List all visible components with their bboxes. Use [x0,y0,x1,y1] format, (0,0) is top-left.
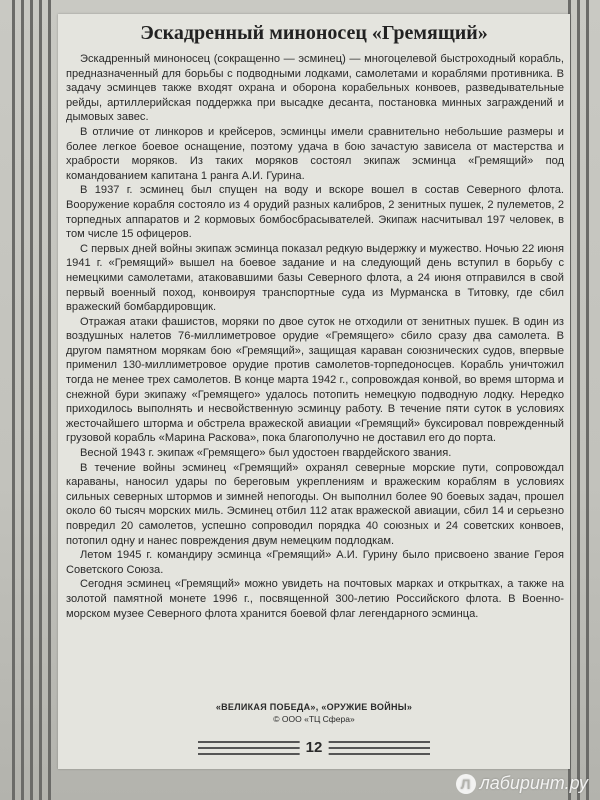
paragraph: В течение войны эсминец «Гремящий» охранял северные морские пути, сопровождал караваны, наносил удары по береговым укреплениям и вражеским кораблям в условиях сильных северных штормов и зимней непогоды. Он выполнил более 90 боевых задач, прошел около 60 тысяч морских миль. Эсминец отбил 112 атак вражеской авиации, сбил 14 и серьезно повредил 20 самолетов, успешно сопроводил порядка 40 союзных и 24 советских конвоев, потопил одну и нанес повреждения двум немецким подлодкам. [66,461,564,547]
decorative-stripes-right [568,0,590,800]
paragraph: В 1937 г. эсминец был спущен на воду и вскоре вошел в состав Северного флота. Вооружение корабля состояло из 4 орудий разных калибров, 2 зенитных пушек, 2 пулеметов, 2 торпедных аппаратов и 2 кормовых бомбосбрасывателей. Экипаж насчитывал 197 человек, в том числе 15 офицеров. [66,184,564,241]
decorative-stripes-left [12,0,52,800]
labirint-watermark [456,773,588,794]
paragraph: С первых дней войны экипаж эсминца показал редкую выдержку и мужество. Ночью 22 июня 1941 г. «Гремящий» вышел на боевое задание и на следующий день вступил в борьбу с немецкими самолетами, атаковавшими базы Северного флота, а 24 июня отправился в свой первый военный поход, конвоируя транспортные суда из Мурманска в Титовку, где сбил вражеский бомбардировщик. [66,242,564,314]
page-number-bar [198,736,430,760]
paragraph: Весной 1943 г. экипаж «Гремящего» был удостоен гвардейского звания. [80,447,452,460]
publisher-copyright: © ООО «ТЦ Сфера» [273,714,355,724]
paragraph: В отличие от линкоров и крейсеров, эсминцы имели сравнительно небольшие размеры и более легкое боевое оснащение, поэтому удача в бою зачастую зависела от мастерства и храбрости моряков. Из таких моряков состоял экипаж эсминца «Гремящий» под командованием капитана 1 ранга А.И. Гурина. [66,125,564,182]
paragraph: Отражая атаки фашистов, моряки по двое суток не отходили от зенитных пушек. В один из воздушных налетов 76-миллиметровое орудие «Гремящего» сбило сразу два самолета. В другом памятном морякам бою «Гремящий», защищая караван союзнических судов, впервые применил 130-миллиметровое орудие против самолетов-торпедоносцев. Корабль уничтожил тогда не менее трех самолетов. В конце марта 1942 г., сопровождая конвой, во время шторма и снежной бури экипажу «Гремящего» удалось потопить немецкую подводную лодку. Нередко приходилось выполнять и несвойственную эсминцу работу. В течение пяти суток в условиях жесточайшего шторма и обстрела вражеской авиации «Гремящий» буксировал поврежденный грузовой корабль «Марина Раскова», пока благополучно не доставил его до порта. [66,315,564,445]
paragraph: Сегодня эсминец «Гремящий» можно увидеть на почтовых марках и открытках, а также на золотой памятной монете 1996 г., посвященной 300-летию Российского флота. В Военно-морском музее Северного флота хранится боевой флаг легендарного эсминца. [66,578,564,620]
paragraph: Эскадренный миноносец (сокращенно — эсминец) — многоцелевой быстроходный корабль, предназначенный для борьбы с подводными лодками, самолетами и кораблями противника. В задачу эсминцев также входят охрана и оборона корабельных конвоев, разведывательные рейды, артиллерийская поддержка при высадке десанта, постановка минных заграждений и дымовых завес. [66,53,564,124]
article-body [66,52,564,621]
paragraph: Летом 1945 г. командиру эсминца «Гремящий» А.И. Гурину было присвоено звание Героя Советского Союза. [66,549,564,576]
series-footer: «ВЕЛИКАЯ ПОБЕДА», «ОРУЖИЕ ВОЙНЫ» [215,702,413,712]
page-title: Эскадренный миноносец «Гремящий» [140,22,488,44]
page-number: 12 [300,736,329,760]
watermark-text: лабиринт.ру [479,773,588,793]
labirint-logo-icon: Л [456,774,476,794]
content-panel [58,14,570,769]
